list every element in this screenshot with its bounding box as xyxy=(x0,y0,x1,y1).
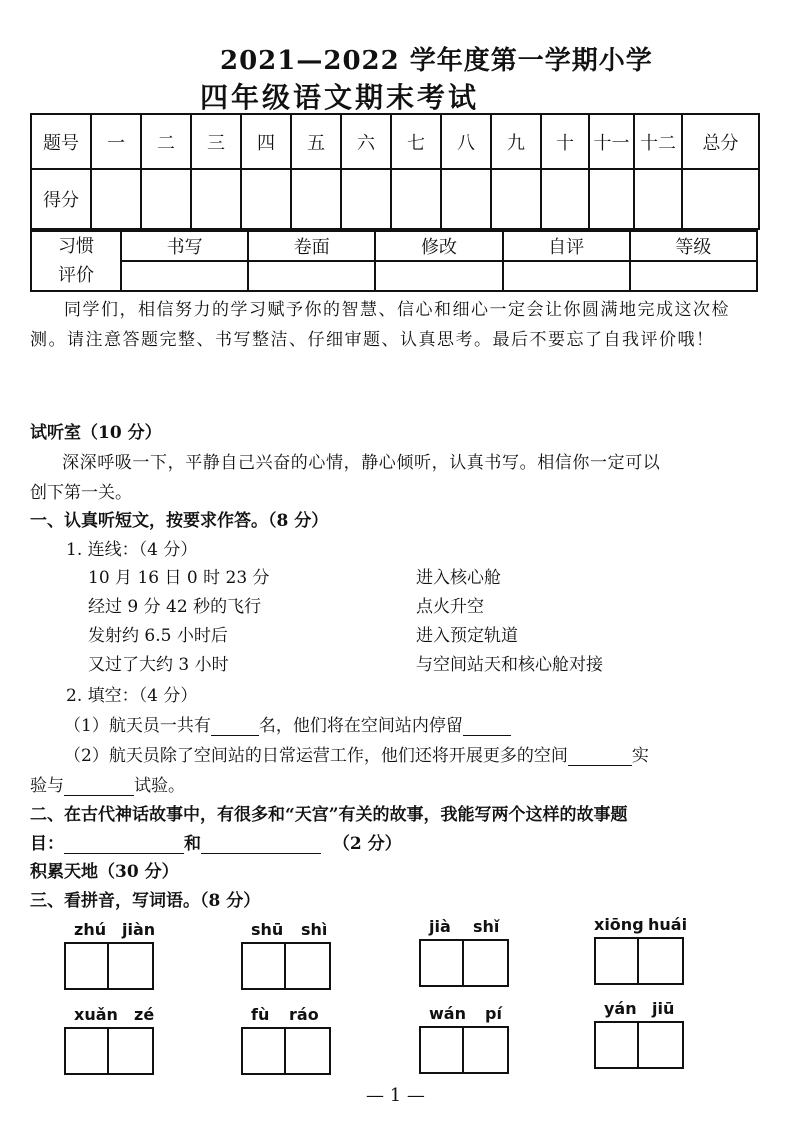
writing-box[interactable] xyxy=(639,937,684,985)
habit-input-cell[interactable] xyxy=(503,261,630,291)
q2-text-a: 目： xyxy=(30,834,64,854)
pinyin-syllable: jiū xyxy=(652,999,675,1018)
match-left-item[interactable]: 经过 9 分 42 秒的飞行 xyxy=(88,597,262,617)
habit-input-cell[interactable] xyxy=(630,261,757,291)
fill-blank[interactable] xyxy=(211,715,259,736)
exam-title-line1: 2021—2022 学年度第一学期小学 xyxy=(220,46,653,76)
score-input-cell[interactable] xyxy=(441,169,491,229)
score-header-cell: 二 xyxy=(141,114,191,169)
fill-question-2 xyxy=(64,741,649,766)
writing-box[interactable] xyxy=(639,1021,684,1069)
habit-input-cell[interactable] xyxy=(248,261,375,291)
question-2-line1: 二、在古代神话故事中，有很多和“天宫”有关的故事，我能写两个这样的故事题 xyxy=(30,805,628,825)
score-input-cell[interactable] xyxy=(341,169,391,229)
match-right-item[interactable]: 与空间站天和核心舱对接 xyxy=(416,655,603,675)
match-left-item[interactable]: 发射约 6.5 小时后 xyxy=(88,626,228,646)
fill-2-text-c: 验与 xyxy=(30,776,64,796)
pinyin-syllable: yán xyxy=(604,999,637,1018)
pinyin-syllable: jià xyxy=(429,917,451,936)
score-input-cell[interactable] xyxy=(491,169,541,229)
q2-text-c: （2 分） xyxy=(332,834,402,854)
pinyin-syllable: xuǎn xyxy=(74,1005,118,1024)
habit-header-cell: 书写 xyxy=(121,231,248,261)
match-right-item[interactable]: 点火升空 xyxy=(416,597,484,617)
match-left-item[interactable]: 又过了大约 3 小时 xyxy=(88,655,229,675)
score-input-cell[interactable] xyxy=(241,169,291,229)
pinyin-syllable: shǐ xyxy=(473,917,500,936)
fill-blank[interactable] xyxy=(64,833,184,854)
writing-box[interactable] xyxy=(109,1027,154,1075)
writing-box[interactable] xyxy=(286,942,331,990)
writing-box[interactable] xyxy=(241,942,286,990)
writing-box[interactable] xyxy=(464,939,509,987)
fill-blank[interactable] xyxy=(64,775,134,796)
writing-box[interactable] xyxy=(419,1026,464,1074)
writing-box[interactable] xyxy=(464,1026,509,1074)
score-header-cell: 十一 xyxy=(589,114,634,169)
score-input-cell[interactable] xyxy=(391,169,441,229)
question-3-title: 三、看拼音，写词语。（8 分） xyxy=(30,891,261,911)
score-table-header-row xyxy=(31,114,759,169)
listening-desc-line1: 深深呼吸一下，平静自己兴奋的心情，静心倾听，认真书写。相信你一定可以 xyxy=(62,453,661,473)
pinyin-syllable: jiàn xyxy=(122,920,156,939)
score-header-cell: 一 xyxy=(91,114,141,169)
fill-question-1 xyxy=(64,711,511,736)
fill-blank[interactable] xyxy=(568,745,632,766)
pinyin-syllable: pí xyxy=(485,1004,502,1023)
fill-blank[interactable] xyxy=(463,715,511,736)
writing-box[interactable] xyxy=(109,942,154,990)
score-header-cell: 七 xyxy=(391,114,441,169)
score-input-cell[interactable] xyxy=(634,169,682,229)
question-2-line2 xyxy=(30,829,402,854)
habit-label-line2: 评价 xyxy=(58,265,94,286)
pinyin-syllable: shū xyxy=(251,920,284,939)
pinyin-syllable: zé xyxy=(134,1005,155,1024)
score-table xyxy=(30,113,760,230)
fill-1-text-a: （1）航天员一共有 xyxy=(64,716,211,736)
sub-question-1-title: 1. 连线：（4 分） xyxy=(66,540,198,560)
score-header-cell: 八 xyxy=(441,114,491,169)
writing-box[interactable] xyxy=(241,1027,286,1075)
habit-header-cell: 修改 xyxy=(375,231,502,261)
habit-label xyxy=(31,231,121,291)
score-header-cell: 六 xyxy=(341,114,391,169)
fill-1-text-b: 名，他们将在空间站内停留 xyxy=(258,716,463,736)
score-table-score-row xyxy=(31,169,759,229)
exam-title-line2: 四年级语文期末考试 xyxy=(200,81,480,114)
accumulation-heading: 积累天地（30 分） xyxy=(30,862,179,882)
match-right-item[interactable]: 进入核心舱 xyxy=(416,568,501,588)
writing-box[interactable] xyxy=(594,1021,639,1069)
score-header-cell: 题号 xyxy=(31,114,91,169)
score-input-cell[interactable] xyxy=(291,169,341,229)
pinyin-syllable: fù xyxy=(251,1005,270,1024)
pinyin-syllable: wán xyxy=(429,1004,466,1023)
writing-box[interactable] xyxy=(286,1027,331,1075)
listening-desc-line2: 创下第一关。 xyxy=(30,483,132,503)
score-header-cell: 总分 xyxy=(682,114,759,169)
score-header-cell: 十二 xyxy=(634,114,682,169)
pinyin-syllable: shì xyxy=(301,920,328,939)
score-header-cell: 四 xyxy=(241,114,291,169)
score-header-cell: 九 xyxy=(491,114,541,169)
q2-text-b: 和 xyxy=(184,834,201,854)
match-right-item[interactable]: 进入预定轨道 xyxy=(416,626,518,646)
writing-box[interactable] xyxy=(64,942,109,990)
writing-box[interactable] xyxy=(594,937,639,985)
score-input-cell[interactable] xyxy=(589,169,634,229)
habit-header-cell: 卷面 xyxy=(248,231,375,261)
intro-paragraph: 同学们，相信努力的学习赋予你的智慧、信心和细心一定会让你圆满地完成这次检测。请注意答题完整、书写整洁、仔细审题、认真思考。最后不要忘了自我评价哦！ xyxy=(30,300,730,350)
score-header-cell: 五 xyxy=(291,114,341,169)
fill-2-text-b: 实 xyxy=(631,746,649,766)
writing-box[interactable] xyxy=(64,1027,109,1075)
fill-2-text-a: （2）航天员除了空间站的日常运营工作，他们还将开展更多的空间 xyxy=(64,746,568,766)
fill-question-2-cont xyxy=(30,771,185,796)
score-input-cell[interactable] xyxy=(541,169,589,229)
habit-evaluation-table xyxy=(30,230,758,292)
pinyin-syllable: huái xyxy=(648,915,688,934)
writing-box[interactable] xyxy=(419,939,464,987)
fill-2-text-d: 试验。 xyxy=(134,776,185,796)
habit-header-cell: 等级 xyxy=(630,231,757,261)
page-number: — 1 — xyxy=(366,1085,425,1106)
pinyin-syllable: ráo xyxy=(289,1005,319,1024)
sub-question-2-title: 2. 填空：（4 分） xyxy=(66,686,198,706)
pinyin-syllable: zhú xyxy=(74,920,107,939)
habit-header-cell: 自评 xyxy=(503,231,630,261)
score-input-cell[interactable] xyxy=(141,169,191,229)
score-header-cell: 三 xyxy=(191,114,241,169)
match-left-item[interactable]: 10 月 16 日 0 时 23 分 xyxy=(88,568,270,588)
score-row-label: 得分 xyxy=(31,169,91,229)
fill-blank[interactable] xyxy=(201,833,321,854)
listening-heading: 试听室（10 分） xyxy=(30,423,162,443)
question-1-title: 一、认真听短文，按要求作答。（8 分） xyxy=(30,511,329,531)
pinyin-syllable: xiōng xyxy=(594,915,644,934)
score-header-cell: 十 xyxy=(541,114,589,169)
habit-input-cell[interactable] xyxy=(375,261,502,291)
score-input-cell[interactable] xyxy=(682,169,759,229)
score-input-cell[interactable] xyxy=(91,169,141,229)
habit-input-cell[interactable] xyxy=(121,261,248,291)
habit-label-line1: 习惯 xyxy=(58,236,94,257)
score-input-cell[interactable] xyxy=(191,169,241,229)
